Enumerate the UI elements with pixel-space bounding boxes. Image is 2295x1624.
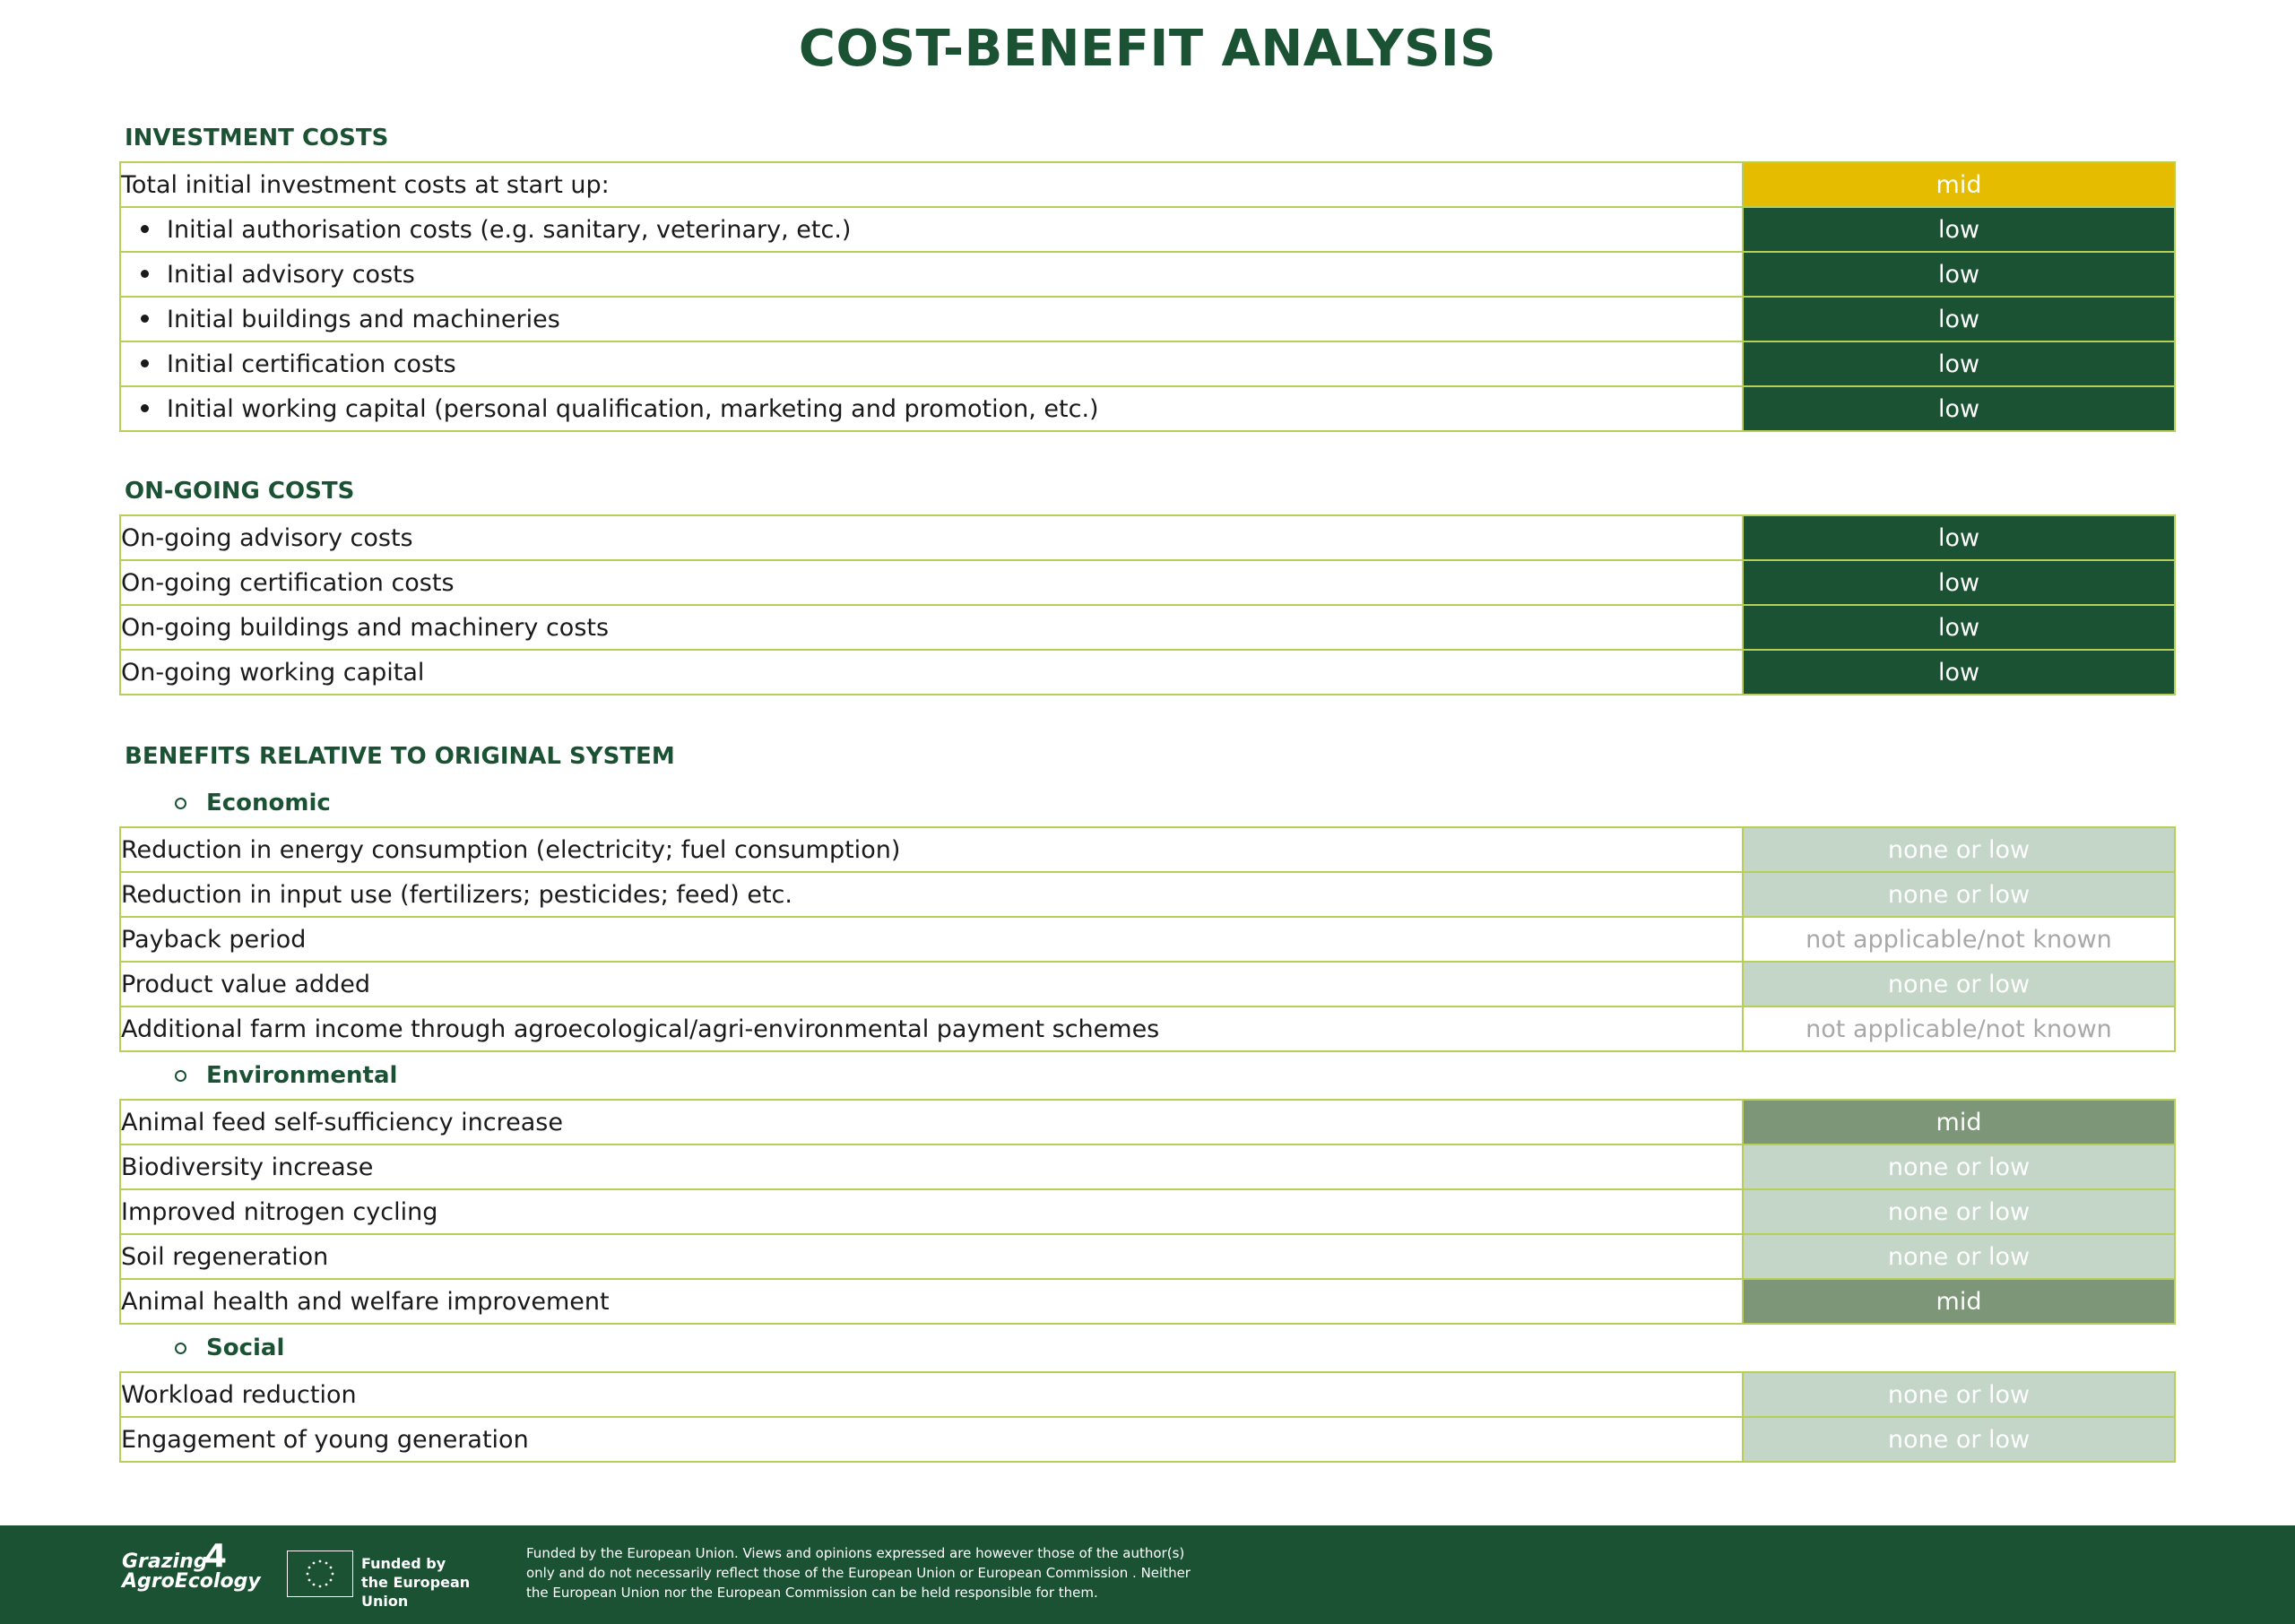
row-value: low (1743, 386, 2175, 431)
environmental-benefits-table (119, 1099, 2176, 1325)
table-row (120, 386, 2175, 431)
circle-bullet-icon (175, 1070, 186, 1082)
grazing-agroecology-logo (122, 1538, 261, 1593)
social-benefits-table (119, 1371, 2176, 1463)
row-label-text: Initial advisory costs (167, 260, 415, 289)
social-heading (119, 1325, 2176, 1371)
row-value: not applicable/not known (1743, 917, 2175, 962)
row-label: Payback period (120, 917, 1743, 962)
table-row (120, 162, 2175, 207)
row-label: Animal health and welfare improvement (120, 1279, 1743, 1324)
eu-label-line-1: Funded by (361, 1555, 446, 1572)
row-label: On-going advisory costs (120, 515, 1743, 560)
eu-disclaimer (526, 1543, 1261, 1602)
economic-heading (119, 780, 2176, 826)
row-label-text: Initial working capital (personal qualification, marketing and promotion, etc.) (167, 394, 1099, 423)
disclaimer-line-3: the European Union nor the European Commission can be held responsible for them. (526, 1585, 1098, 1601)
row-value: none or low (1743, 827, 2175, 872)
circle-bullet-icon (175, 798, 186, 809)
logo-line-2: AgroEcology (122, 1570, 261, 1593)
table-row (120, 1100, 2175, 1145)
bullet-icon (141, 225, 149, 233)
row-value: none or low (1743, 962, 2175, 1006)
row-label: Biodiversity increase (120, 1145, 1743, 1189)
row-label (120, 297, 1743, 341)
row-value: low (1743, 207, 2175, 252)
table-row (120, 827, 2175, 872)
table-row (120, 515, 2175, 560)
environmental-heading (119, 1052, 2176, 1099)
benefits-heading: BENEFITS RELATIVE TO ORIGINAL SYSTEM (125, 743, 675, 770)
row-label: Reduction in energy consumption (electricity; fuel consumption) (120, 827, 1743, 872)
bullet-icon (141, 404, 149, 412)
eu-label-line-2: the European Union (361, 1574, 471, 1610)
table-row (120, 252, 2175, 297)
cost-benefit-content (119, 115, 2176, 1463)
row-label: Additional farm income through agroecological/agri-environmental payment schemes (120, 1006, 1743, 1051)
table-row (120, 962, 2175, 1006)
row-label: On-going certification costs (120, 560, 1743, 605)
eu-funded-label (361, 1554, 514, 1611)
row-label: Animal feed self-sufficiency increase (120, 1100, 1743, 1145)
table-row (120, 650, 2175, 695)
table-row (120, 207, 2175, 252)
row-label-text: Initial buildings and machineries (167, 305, 560, 333)
economic-heading-text: Economic (206, 790, 331, 816)
row-value: mid (1743, 1100, 2175, 1145)
row-value: low (1743, 650, 2175, 695)
table-row (120, 1234, 2175, 1279)
row-value: low (1743, 515, 2175, 560)
circle-bullet-icon (175, 1343, 186, 1354)
row-value: mid (1743, 1279, 2175, 1324)
bullet-icon (141, 315, 149, 323)
row-value: none or low (1743, 872, 2175, 917)
ongoing-costs-table (119, 514, 2176, 695)
footer-bar (0, 1525, 2295, 1624)
page-title: COST-BENEFIT ANALYSIS (798, 20, 1497, 78)
table-row (120, 1417, 2175, 1462)
table-row (120, 1279, 2175, 1324)
row-value: none or low (1743, 1189, 2175, 1234)
table-row (120, 917, 2175, 962)
investment-costs-heading: INVESTMENT COSTS (125, 125, 389, 151)
row-value: none or low (1743, 1234, 2175, 1279)
table-row (120, 1006, 2175, 1051)
row-label (120, 252, 1743, 297)
bullet-icon (141, 359, 149, 367)
row-value: none or low (1743, 1372, 2175, 1417)
eu-flag-icon (287, 1551, 353, 1597)
table-row (120, 297, 2175, 341)
table-row (120, 1189, 2175, 1234)
row-value: mid (1743, 162, 2175, 207)
economic-benefits-table (119, 826, 2176, 1052)
row-label: Workload reduction (120, 1372, 1743, 1417)
logo-line-1: Grazing (122, 1551, 208, 1573)
row-label (120, 386, 1743, 431)
disclaimer-line-2: only and do not necessarily reflect those of the European Union or European Commission . Neither (526, 1565, 1191, 1581)
logo-number: 4 (204, 1538, 228, 1575)
row-label: Improved nitrogen cycling (120, 1189, 1743, 1234)
bullet-icon (141, 270, 149, 278)
table-row (120, 1372, 2175, 1417)
table-row (120, 341, 2175, 386)
row-label: Soil regeneration (120, 1234, 1743, 1279)
row-label: On-going buildings and machinery costs (120, 605, 1743, 650)
row-label-text: Initial certification costs (167, 350, 456, 378)
row-value: low (1743, 560, 2175, 605)
row-label: Reduction in input use (fertilizers; pesticides; feed) etc. (120, 872, 1743, 917)
row-label (120, 341, 1743, 386)
investment-costs-table (119, 161, 2176, 432)
row-value: low (1743, 605, 2175, 650)
row-value: none or low (1743, 1417, 2175, 1462)
row-value: low (1743, 252, 2175, 297)
environmental-heading-text: Environmental (206, 1062, 398, 1089)
row-label: Total initial investment costs at start up: (120, 162, 1743, 207)
table-row (120, 872, 2175, 917)
row-value: low (1743, 341, 2175, 386)
row-value: none or low (1743, 1145, 2175, 1189)
table-row (120, 605, 2175, 650)
row-label: Product value added (120, 962, 1743, 1006)
row-value: low (1743, 297, 2175, 341)
row-label: Engagement of young generation (120, 1417, 1743, 1462)
table-row (120, 560, 2175, 605)
row-value: not applicable/not known (1743, 1006, 2175, 1051)
row-label-text: Initial authorisation costs (e.g. sanitary, veterinary, etc.) (167, 215, 852, 244)
ongoing-costs-heading: ON-GOING COSTS (125, 478, 355, 505)
social-heading-text: Social (206, 1335, 285, 1361)
row-label: On-going working capital (120, 650, 1743, 695)
disclaimer-line-1: Funded by the European Union. Views and opinions expressed are however those of the author(s) (526, 1545, 1185, 1561)
table-row (120, 1145, 2175, 1189)
row-label (120, 207, 1743, 252)
